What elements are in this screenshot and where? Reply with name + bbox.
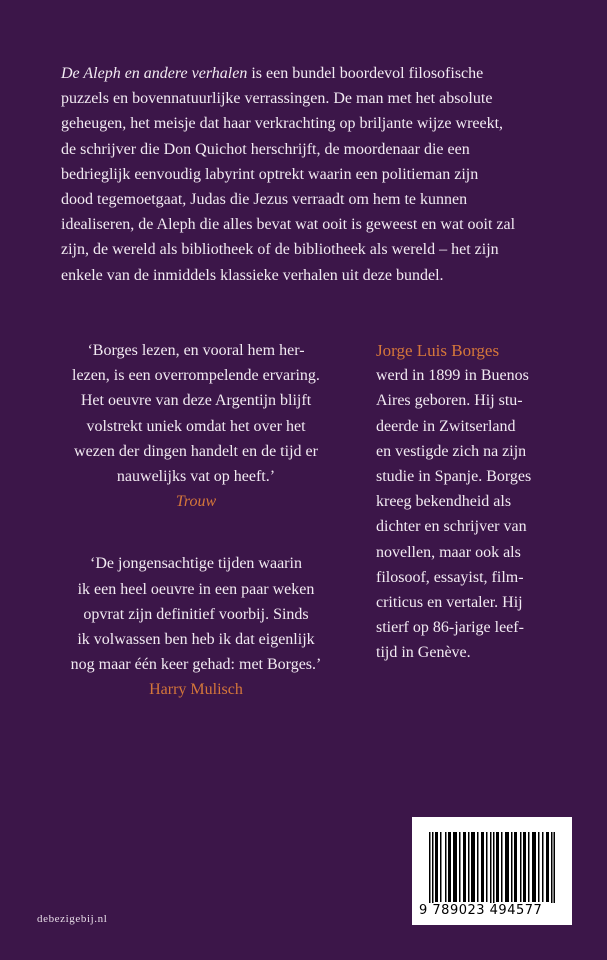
- bio-line: dichter en schrijver van: [376, 518, 527, 536]
- blurb-line-1: De Aleph en andere verhalen is een bundel boordevol filosofische: [61, 65, 484, 82]
- blurb-line: puzzels en bovennatuurlijke verrassingen. De man met het absolute: [61, 90, 493, 108]
- barcode-icon: [429, 832, 555, 910]
- author-bio: [376, 338, 576, 666]
- isbn-number: 9 789023 494577: [419, 903, 569, 919]
- book-description: [61, 61, 551, 288]
- quote-line: wezen der dingen handelt en de tijd er: [74, 442, 318, 460]
- author-name: Jorge Luis Borges: [376, 341, 500, 360]
- bio-line: en vestigde zich na zijn: [376, 442, 527, 460]
- quote-line: opvrat zijn definitief voorbij. Sinds: [83, 605, 309, 623]
- bio-line: tijd in Genève.: [376, 644, 471, 662]
- quote-line: lezen, is een overrompelende ervaring.: [72, 367, 320, 385]
- book-title: De Aleph en andere verhalen: [61, 65, 248, 82]
- blurb-line: geheugen, het meisje dat haar verkrachting op briljante wijze wreekt,: [61, 115, 504, 133]
- quote-line: nauwelijks vat op heeft.’: [116, 468, 276, 486]
- quote-line: nog maar één keer gehad: met Borges.’: [70, 656, 322, 674]
- bio-line: novellen, maar ook als: [376, 543, 521, 561]
- bio-line: studie in Spanje. Borges: [376, 468, 532, 486]
- isbn-barcode: [412, 817, 572, 925]
- blurb-line: enkele van de inmiddels klassieke verhalen uit deze bundel.: [61, 266, 444, 284]
- quote-line: ‘De jongensachtige tijden waarin: [90, 555, 302, 573]
- quote-line: Het oeuvre van deze Argentijn blijft: [80, 392, 312, 410]
- blurb-line: dood tegemoetgaat, Judas die Jezus verraadt om hem te kunnen: [61, 191, 468, 209]
- quote-source: Trouw: [175, 493, 217, 511]
- quote-source: Harry Mulisch: [149, 681, 243, 699]
- blurb-line: bedrieglijk eenvoudig labyrint optrekt waarin een politieman zijn: [61, 165, 479, 183]
- blurb-line: idealiseren, de Aleph die alles bevat wat ooit is geweest en wat ooit zal: [61, 216, 516, 234]
- bio-line: criticus en vertaler. Hij: [376, 594, 523, 612]
- quote-trouw: [52, 338, 340, 514]
- quote-line: ik volwassen ben heb ik dat eigenlijk: [77, 631, 315, 649]
- quote-line: ik een heel oeuvre in een paar weken: [77, 580, 315, 598]
- review-quotes: [52, 338, 340, 703]
- quote-line: volstrekt uniek omdat het over het: [86, 417, 306, 435]
- bio-line: stierf op 86-jarige leef-: [376, 619, 524, 637]
- publisher-website: debezigebij.nl: [37, 913, 108, 925]
- bio-line: Aires geboren. Hij stu-: [376, 392, 523, 410]
- bio-line: werd in 1899 in Buenos: [376, 367, 529, 385]
- blurb-line: de schrijver die Don Quichot herschrijft, de moordenaar die een: [61, 140, 470, 158]
- bio-line: deerde in Zwitserland: [376, 417, 516, 435]
- quote-line: ‘Borges lezen, en vooral hem her-: [87, 342, 305, 359]
- quote-mulisch: [52, 551, 340, 702]
- blurb-line: zijn, de wereld als bibliotheek of de bibliotheek als wereld – het zijn: [61, 241, 499, 259]
- bio-line: filosoof, essayist, film-: [376, 568, 524, 586]
- bio-line: kreeg bekendheid als: [376, 493, 512, 511]
